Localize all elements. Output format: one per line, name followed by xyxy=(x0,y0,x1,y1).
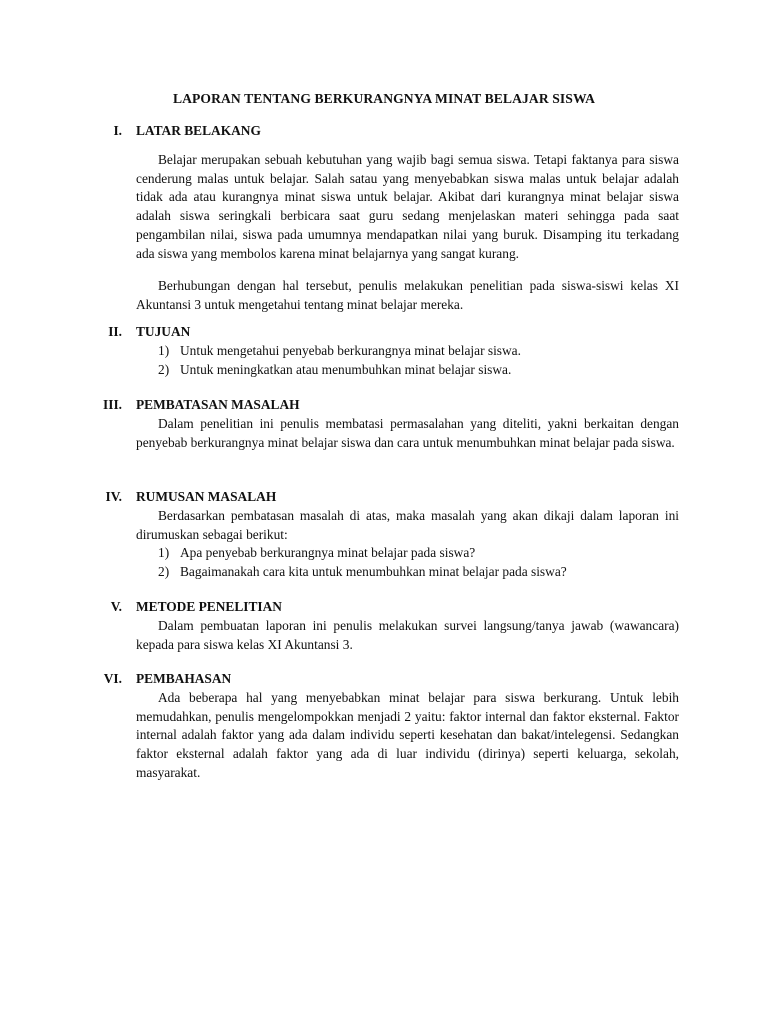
list-item-text: Apa penyebab berkurangnya minat belajar pada siswa? xyxy=(180,545,476,561)
section-heading: METODE PENELITIAN xyxy=(136,599,282,614)
paragraph: Berdasarkan pembatasan masalah di atas, maka masalah yang akan dikaji dalam laporan ini dirumuskan sebagai berikut: xyxy=(136,508,679,542)
section-body xyxy=(136,617,679,654)
list-item-text: Untuk mengetahui penyebab berkurangnya minat belajar siswa. xyxy=(180,343,521,358)
paragraph: Dalam pembuatan laporan ini penulis melakukan survei langsung/tanya jawab (wawancara) kepada para siswa kelas XI Akuntansi 3. xyxy=(136,618,679,652)
section-body xyxy=(136,342,679,379)
section-number: VI. xyxy=(103,671,122,686)
list-item xyxy=(136,342,679,361)
section-number: IV. xyxy=(105,489,122,504)
paragraph: Berhubungan dengan hal tersebut, penulis melakukan penelitian pada siswa-siswi kelas XI Akuntansi 3 untuk mengetahui tentang minat belajar mereka. xyxy=(136,278,679,312)
section-body xyxy=(136,151,679,315)
objective-list xyxy=(136,342,679,379)
list-item xyxy=(136,544,679,563)
section-number: II. xyxy=(108,324,122,339)
section-heading: PEMBATASAN MASALAH xyxy=(136,397,300,412)
section-number: I. xyxy=(113,123,122,138)
list-item xyxy=(136,361,679,380)
section-heading: PEMBAHASAN xyxy=(136,671,232,686)
section-number: V. xyxy=(110,599,122,614)
paragraph: Ada beberapa hal yang menyebabkan minat belajar para siswa berkurang. Untuk lebih memudahkan, penulis mengelompokkan menjadi 2 yaitu: faktor internal dan faktor eksternal. Faktor internal adalah faktor yang ada dalam individu seperti kesehatan dan bakat/intelegensi. Sedangkan faktor eksternal adalah faktor yang ada di luar individu (dirinya) seperti keluarga, sekolah, masyarakat. xyxy=(136,690,679,780)
list-item-text: Bagaimanakah cara kita untuk menumbuhkan minat belajar pada siswa? xyxy=(180,564,567,580)
list-item-text: Untuk meningkatkan atau menumbuhkan minat belajar siswa. xyxy=(180,361,512,377)
list-item xyxy=(136,563,679,582)
section-heading: RUMUSAN MASALAH xyxy=(136,489,277,504)
list-marker: 2) xyxy=(158,361,170,377)
list-marker: 2) xyxy=(158,564,170,580)
paragraph: Dalam penelitian ini penulis membatasi permasalahan yang diteliti, yakni berkaitan dengan penyebab berkurangnya minat belajar siswa dan cara untuk menumbuhkan minat belajar pada siswa. xyxy=(136,416,679,450)
section-heading: LATAR BELAKANG xyxy=(136,123,261,138)
list-marker: 1) xyxy=(158,343,170,358)
paragraph: Belajar merupakan sebuah kebutuhan yang wajib bagi semua siswa. Tetapi faktanya para siswa cenderung malas untuk belajar. Salah satau yang menyebabkan siswa malas untuk belajar adalah tidak ada atau kurangnya minat siswa untuk belajar. Akibat dari kurangnya minat belajar siswa adalah siswa seringkali berbicara saat guru sedang menjelaskan materi sehingga pada saat pengambilan nilai, siswa pada umumnya mendapatkan nilai yang buruk. Disamping itu terkadang ada siswa yang membolos karena minat belajarnya yang sangat kurang. xyxy=(136,152,679,261)
section-body xyxy=(136,415,679,452)
section-heading: TUJUAN xyxy=(136,324,191,339)
problem-list xyxy=(136,544,679,581)
list-marker: 1) xyxy=(158,545,170,561)
section-body xyxy=(136,507,679,582)
section-number: III. xyxy=(103,397,122,412)
document-title: LAPORAN TENTANG BERKURANGNYA MINAT BELAJAR SISWA xyxy=(172,91,596,106)
section-body xyxy=(136,689,679,783)
